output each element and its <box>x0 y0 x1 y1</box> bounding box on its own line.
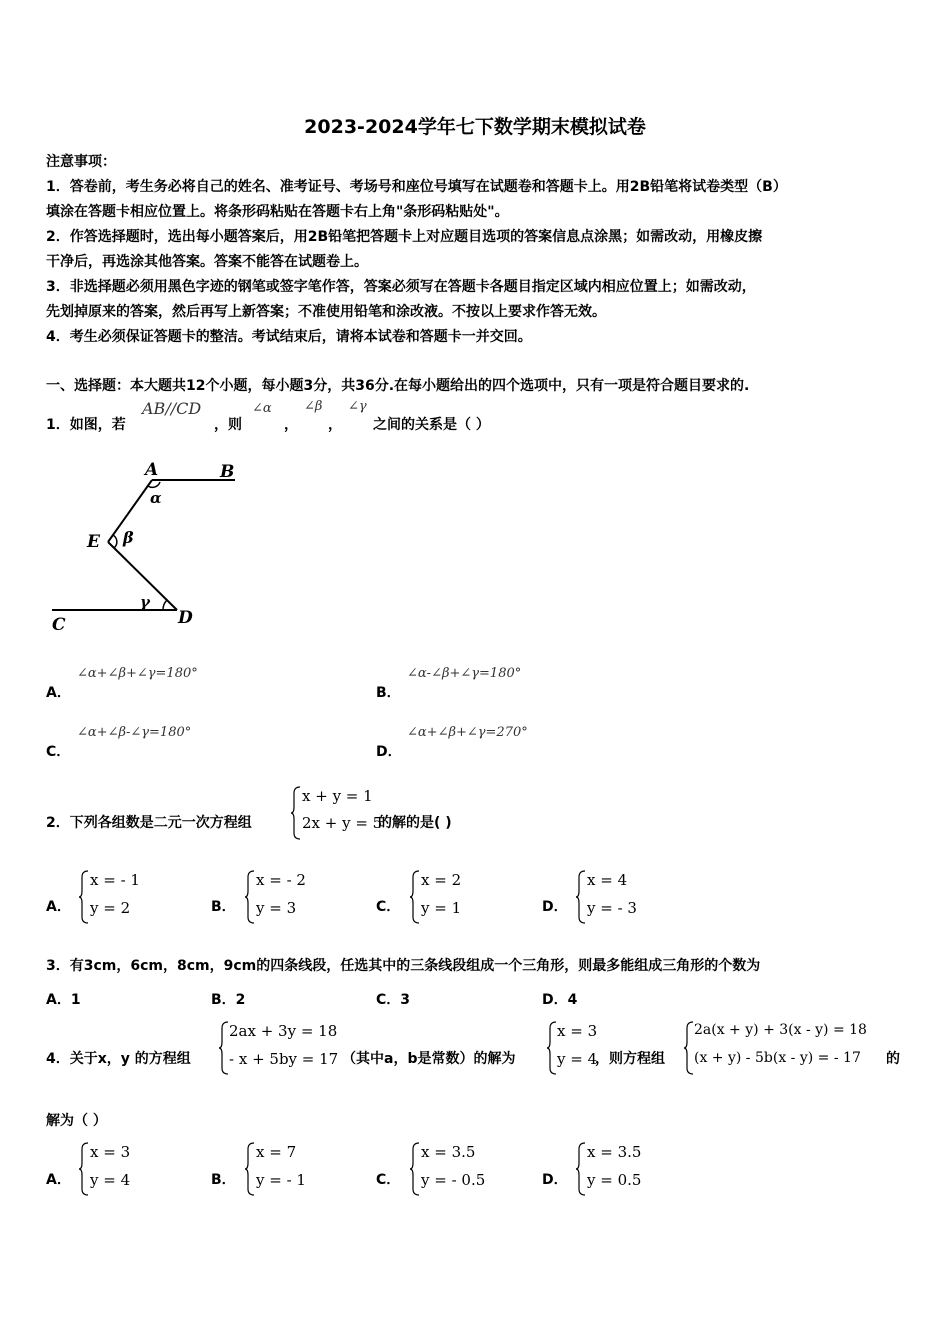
q2-option-b-system <box>244 869 324 925</box>
q4-mid: （其中a，b是常数）的解为 <box>342 1051 516 1067</box>
q1-option-c-expr: ∠α+∠β-∠γ=180° <box>77 725 192 740</box>
option-line: x = 3.5 <box>587 1143 642 1161</box>
option-line: x = 7 <box>256 1143 297 1161</box>
q4-sol1: x = 3 <box>557 1022 598 1040</box>
q2-option-c-label: C． <box>376 899 401 915</box>
option-line: y = - 1 <box>256 1171 306 1189</box>
q3-text: 3．有3cm，6cm，8cm，9cm的四条线段，任选其中的三条线段组成一个三角形，则最多能组成三角形的个数为 <box>46 958 761 974</box>
brace-icon <box>290 785 302 841</box>
brace-icon <box>575 1141 587 1197</box>
note-line: 4．考生必须保证答题卡的整洁。考试结束后，请将本试卷和答题卡一并交回。 <box>46 329 532 345</box>
option-line: y = - 3 <box>587 899 637 917</box>
q3-option-c: C．3 <box>376 992 411 1008</box>
label-c: C <box>52 615 66 635</box>
brace-icon <box>575 869 587 925</box>
option-line: y = 2 <box>90 899 131 917</box>
q3-option-b: B．2 <box>211 992 246 1008</box>
option-line: y = - 0.5 <box>421 1171 486 1189</box>
label-gamma: γ <box>140 593 150 611</box>
q1-option-d-expr: ∠α+∠β+∠γ=270° <box>407 725 528 740</box>
q3-option-a: A．1 <box>46 992 81 1008</box>
q1-option-a-label: A． <box>46 685 71 701</box>
q4-equation-system-2 <box>683 1020 888 1076</box>
option-line: x = 3 <box>90 1143 131 1161</box>
note-line: 先划掉原来的答案，然后再写上新答案；不准使用铅笔和涂改液。不按以上要求作答无效。 <box>46 304 606 320</box>
notes-heading: 注意事项： <box>46 154 116 170</box>
q1-option-b-expr: ∠α-∠β+∠γ=180° <box>407 666 522 681</box>
q2-eq2: 2x + y = 5 <box>302 814 383 832</box>
q3-option-d: D．4 <box>542 992 578 1008</box>
q4-line2: 解为（ ） <box>46 1113 107 1129</box>
label-b: B <box>220 462 235 482</box>
q4-equation-system <box>218 1020 338 1076</box>
label-a: A <box>145 460 159 480</box>
brace-icon <box>244 869 256 925</box>
q1-sep: ， <box>284 417 298 433</box>
label-d: D <box>178 608 193 628</box>
q1-sep: ， <box>328 417 342 433</box>
brace-icon <box>244 1141 256 1197</box>
q2-option-c-system <box>409 869 489 925</box>
q2-option-a-system <box>78 869 158 925</box>
q4-eq1: 2ax + 3y = 18 <box>229 1022 338 1040</box>
q1-mid: ，则 <box>214 417 242 433</box>
q1-option-a-expr: ∠α+∠β+∠γ=180° <box>77 666 198 681</box>
angle-beta-arc <box>113 535 117 548</box>
q4-option-b-label: B． <box>211 1172 236 1188</box>
brace-icon <box>409 1141 421 1197</box>
q1-option-d-label: D． <box>376 744 402 760</box>
q4-eq4: (x + y) - 5b(x - y) = - 17 <box>694 1050 861 1066</box>
q2-option-b-label: B． <box>211 899 236 915</box>
brace-icon <box>78 1141 90 1197</box>
label-beta: β <box>123 528 134 547</box>
q1-option-b-label: B． <box>376 685 401 701</box>
q4-mid2: ，则方程组 <box>595 1051 665 1067</box>
option-line: y = 4 <box>90 1171 131 1189</box>
q1-prefix: 1．如图，若 <box>46 417 126 433</box>
q2-suffix: 的解的是( ) <box>378 815 452 831</box>
q4-eq2: - x + 5by = 17 <box>229 1050 339 1068</box>
angle-gamma-arc <box>163 600 167 610</box>
brace-icon <box>409 869 421 925</box>
option-line: y = 3 <box>256 899 297 917</box>
section-heading: 一、选择题：本大题共12个小题，每小题3分，共36分.在每小题给出的四个选项中，只有一项是符合题目要求的. <box>46 378 750 394</box>
brace-icon <box>78 869 90 925</box>
q2-equation-system <box>290 785 385 841</box>
q2-eq1: x + y = 1 <box>302 787 373 805</box>
note-line: 干净后，再选涂其他答案。答案不能答在试题卷上。 <box>46 254 368 270</box>
q4-prefix: 4．关于x，y 的方程组 <box>46 1051 191 1067</box>
q2-prefix: 2．下列各组数是二元一次方程组 <box>46 815 252 831</box>
note-line: 2．作答选择题时，选出每小题答案后，用2B铅笔把答题卡上对应题目选项的答案信息点涂黑；如需改动，用橡皮擦 <box>46 229 763 245</box>
note-line: 1．答卷前，考生务必将自己的姓名、准考证号、考场号和座位号填写在试题卷和答题卡上。用2B铅笔将试卷类型（B） <box>46 179 787 195</box>
option-line: x = 2 <box>421 871 462 889</box>
q4-option-c-label: C． <box>376 1172 401 1188</box>
page-title: 2023-2024学年七下数学期末模拟试卷 <box>304 116 646 138</box>
option-line: x = - 2 <box>256 871 306 889</box>
q4-eq3: 2a(x + y) + 3(x - y) = 18 <box>694 1022 867 1038</box>
note-line: 填涂在答题卡相应位置上。将条形码粘贴在答题卡右上角"条形码粘贴处"。 <box>46 204 509 220</box>
option-line: y = 1 <box>421 899 462 917</box>
note-line: 3．非选择题必须用黑色字迹的钢笔或签字笔作答，答案必须写在答题卡各题目指定区域内相应位置上；如需改动， <box>46 279 756 295</box>
q1-condition: AB//CD <box>142 399 202 418</box>
q4-option-c-system <box>409 1141 509 1197</box>
q4-sol2: y = 4 <box>557 1050 598 1068</box>
q4-option-a-label: A． <box>46 1172 71 1188</box>
q4-suffix: 的 <box>886 1051 900 1067</box>
q4-option-d-label: D． <box>542 1172 568 1188</box>
label-alpha: α <box>150 489 162 507</box>
q2-option-d-system <box>575 869 655 925</box>
option-line: x = 4 <box>587 871 628 889</box>
q1-suffix: 之间的关系是（ ） <box>373 417 490 433</box>
option-line: x = 3.5 <box>421 1143 476 1161</box>
q4-option-a-system <box>78 1141 158 1197</box>
q2-option-d-label: D． <box>542 899 568 915</box>
q2-option-a-label: A． <box>46 899 71 915</box>
q1-angle-beta: ∠β <box>304 399 323 414</box>
option-line: x = - 1 <box>90 871 140 889</box>
q1-angle-alpha: ∠α <box>252 401 272 416</box>
q1-angle-gamma: ∠γ <box>348 399 367 414</box>
q1-option-c-label: C． <box>46 744 71 760</box>
q4-option-b-system <box>244 1141 324 1197</box>
label-e: E <box>87 532 100 552</box>
q1-geometry-figure <box>40 455 260 635</box>
option-line: y = 0.5 <box>587 1171 642 1189</box>
q4-option-d-system <box>575 1141 665 1197</box>
